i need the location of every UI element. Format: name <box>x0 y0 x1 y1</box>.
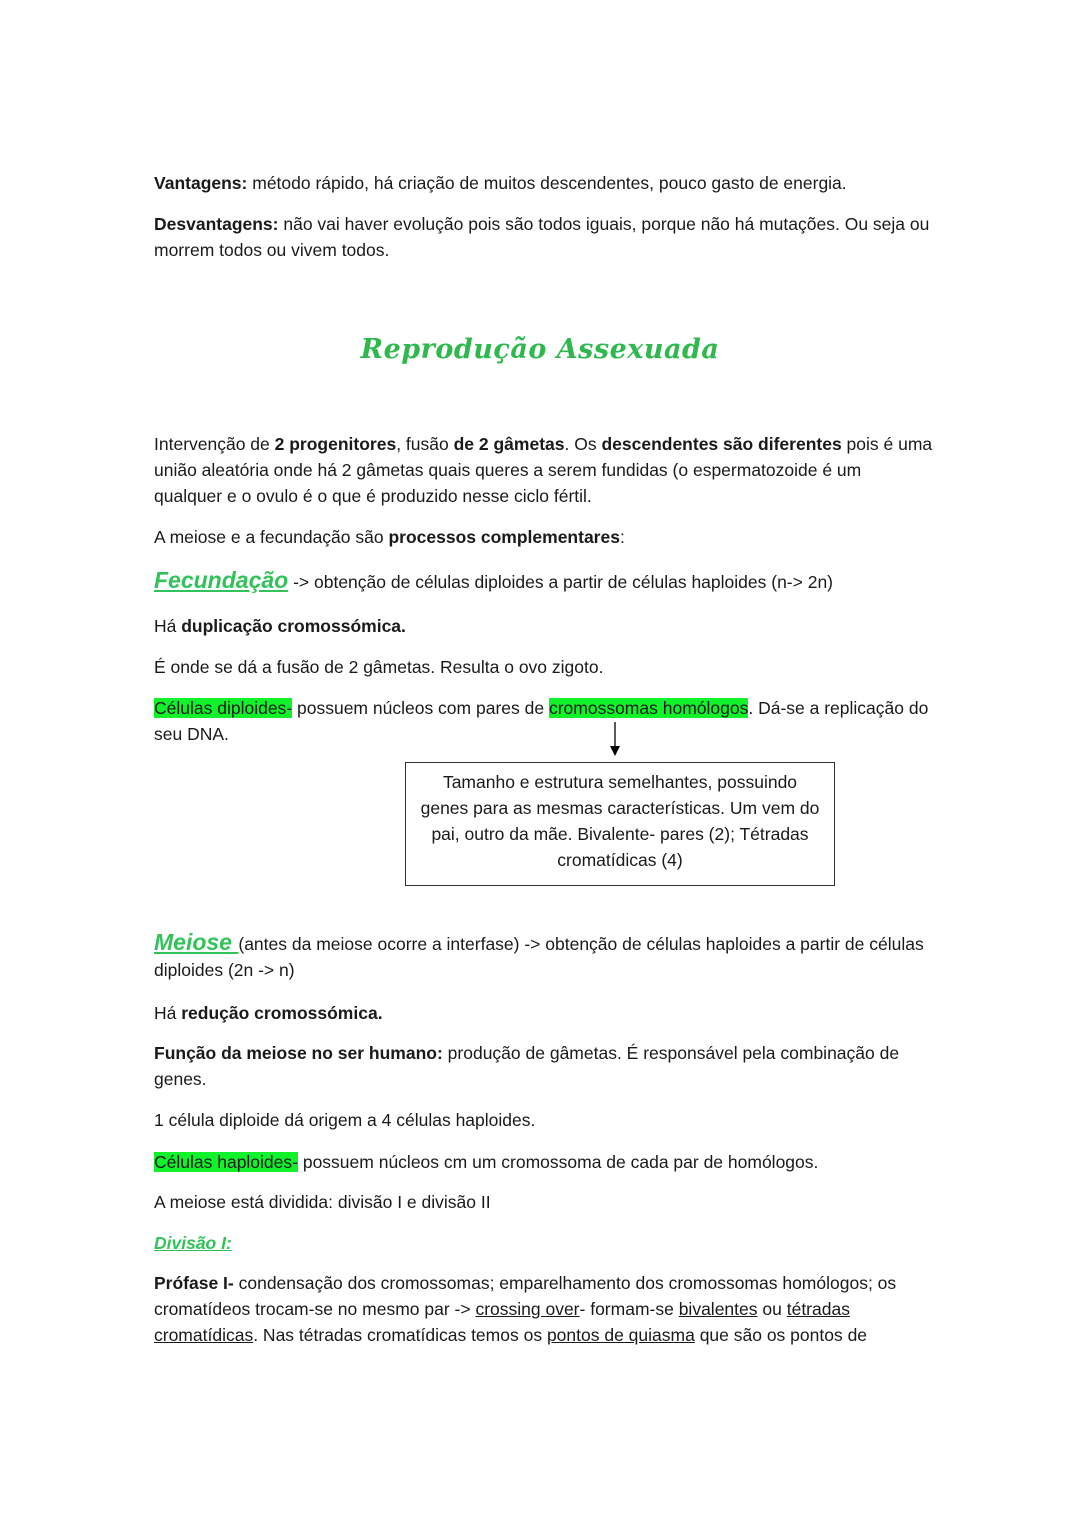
meiose-heading: Meiose <box>154 929 239 955</box>
profase-paragraph: Prófase I- condensação dos cromossomas; emparelhamento dos cromossomas homólogos; os cromatídeos trocam-se no mesmo par -> crossing over- formam-se bivalentes ou tétradas cromatídicas. Nas tétradas cromatídicas temos os pontos de quiasma que são os pontos de <box>154 1273 897 1345</box>
complementares-paragraph: A meiose e a fecundação são processos complementares: <box>154 527 625 547</box>
fecundacao-paragraph: Fecundação -> obtenção de células diploides a partir de células haploides (n-> 2n) <box>154 567 834 593</box>
vantagens-paragraph: Vantagens: método rápido, há criação de muitos descendentes, pouco gasto de energia. <box>154 173 847 193</box>
down-arrow-icon <box>607 722 623 758</box>
highlight-homologos: cromossomas homólogos <box>548 698 749 718</box>
intro-paragraph: Intervenção de 2 progenitores, fusão de 2 gâmetas. Os descendentes são diferentes pois é uma união aleatória onde há 2 gâmetas quais queres a serem fundidas (o espermatozoide é um qualquer e o ovulo é o que é produzido nesse ciclo fértil. <box>154 434 933 506</box>
fecundacao-heading: Fecundação <box>154 567 289 593</box>
divisao-i-heading: Divisão I: <box>154 1233 232 1253</box>
highlight-haploides: Células haploides- <box>154 1152 298 1172</box>
desvantagens-paragraph: Desvantagens: não vai haver evolução pois são todos iguais, porque não há mutações. Ou seja ou morrem todos ou vivem todos. <box>154 214 930 260</box>
funcao-paragraph: Função da meiose no ser humano: produção de gâmetas. É responsável pela combinação de genes. <box>154 1043 900 1089</box>
fusao-paragraph: É onde se dá a fusão de 2 gâmetas. Resulta o ovo zigoto. <box>154 657 604 677</box>
section-title: Reprodução Assexuada <box>360 334 720 365</box>
meiose-paragraph: Meiose (antes da meiose ocorre a interfase) -> obtenção de células haploides a partir de células diploides (2n -> n) <box>154 929 924 980</box>
duplicacao-paragraph: Há duplicação cromossómica. <box>154 616 406 636</box>
diploides-paragraph: Células diploides- possuem núcleos com pares de cromossomas homólogos. Dá-se a replicação do seu DNA. <box>154 698 929 744</box>
celula-paragraph: 1 célula diploide dá origem a 4 células haploides. <box>154 1110 536 1130</box>
highlight-diploides: Células diploides- <box>154 698 293 718</box>
dividida-paragraph: A meiose está dividida: divisão I e divisão II <box>154 1192 491 1212</box>
haploides-paragraph: Células haploides- possuem núcleos cm um cromossoma de cada par de homólogos. <box>154 1152 819 1172</box>
reducao-paragraph: Há redução cromossómica. <box>154 1003 383 1023</box>
homologos-note-box: Tamanho e estrutura semelhantes, possuindo genes para as mesmas características. Um vem do pai, outro da mãe. Bivalente- pares (2); Tétradas cromatídicas (4) <box>405 762 835 886</box>
